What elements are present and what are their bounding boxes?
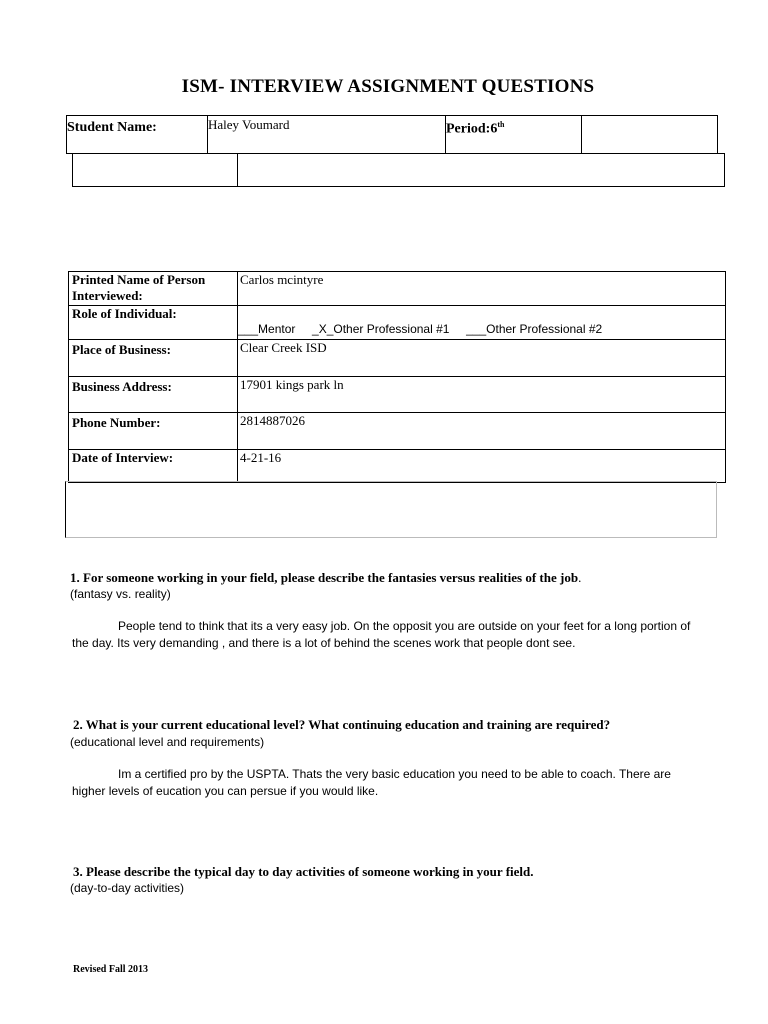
answer-1[interactable]: People tend to think that its a very easy job. On the opposit you are outside on your feet for a long portion of the day. Its very demanding , and there is a lot of behind the scenes work that people dont see. <box>72 619 691 650</box>
student-name-value[interactable]: Haley Voumard <box>208 117 290 132</box>
header-extra-row <box>72 153 725 187</box>
footer-revision: Revised Fall 2013 <box>73 964 148 975</box>
place-label: Place of Business: <box>72 342 171 357</box>
role-value: ___Mentor _X_Other Professional #1 ___Other Professional #2 <box>238 322 603 336</box>
question-2: 2. What is your current educational level? What continuing education and training are required? <box>73 717 611 732</box>
period-field[interactable] <box>446 120 504 138</box>
person-value[interactable]: Carlos mcintyre <box>237 272 725 305</box>
person-row <box>69 272 725 306</box>
date-row <box>69 450 725 482</box>
question-1 <box>70 570 581 586</box>
student-header-table <box>66 115 718 154</box>
student-name-label: Student Name: <box>67 120 157 135</box>
question-3-sub: (day-to-day activities) <box>70 881 185 895</box>
question-2-sub: (educational level and requirements) <box>70 735 265 749</box>
address-label: Business Address: <box>72 379 172 394</box>
page-title: ISM- INTERVIEW ASSIGNMENT QUESTIONS <box>181 76 595 97</box>
role-row <box>69 306 725 340</box>
person-label: Printed Name of Person Interviewed: <box>72 272 206 303</box>
place-value[interactable]: Clear Creek ISD <box>237 340 725 376</box>
question-1-tail: . <box>578 570 582 585</box>
address-value[interactable]: 17901 kings park ln <box>237 377 725 412</box>
blank-box <box>65 481 717 538</box>
period-label: Period:6 <box>446 121 498 137</box>
date-value[interactable]: 4-21-16 <box>237 450 725 482</box>
question-3: 3. Please describe the typical day to day activities of someone working in your field. <box>73 864 534 879</box>
interview-info-table <box>68 271 726 483</box>
period-superscript: th <box>497 120 505 129</box>
answer-2[interactable]: Im a certified pro by the USPTA. Thats the very basic education you need to be able to coach. There are higher levels of eucation you can persue if you would like. <box>72 767 671 798</box>
address-row <box>69 377 725 413</box>
role-label: Role of Individual: <box>72 306 177 321</box>
place-row <box>69 340 725 377</box>
role-cell[interactable] <box>237 306 725 339</box>
phone-value[interactable]: 2814887026 <box>237 413 725 449</box>
date-label: Date of Interview: <box>72 450 174 465</box>
question-1-sub: (fantasy vs. reality) <box>70 587 171 601</box>
phone-label: Phone Number: <box>72 415 161 430</box>
phone-row <box>69 413 725 450</box>
question-1-text: 1. For someone working in your field, please describe the fantasies versus realities of the job <box>70 570 579 585</box>
